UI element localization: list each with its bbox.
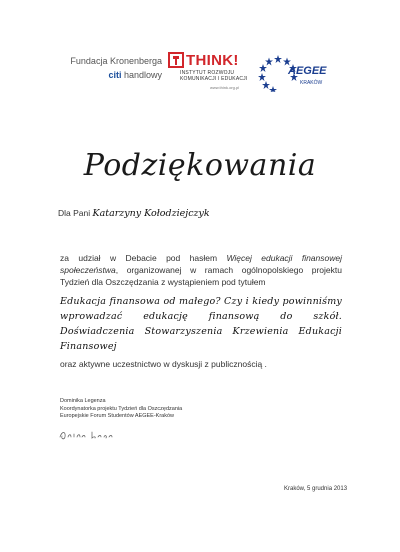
debate-slogan: Więcej edukacji finansowej społeczeństwa: [60, 253, 342, 275]
handlowy-word: handlowy: [121, 70, 162, 80]
kronenberg-logo: [62, 56, 162, 80]
signer-role: Koordynatorka projektu Tydzień dla Oszczędzania: [60, 405, 183, 412]
page-title: Podziękowania: [83, 148, 317, 183]
think-url: www.think.org.pl: [210, 85, 240, 90]
intro-text-1: za udział w Debacie pod hasłem: [60, 253, 227, 263]
think-logo: [168, 52, 252, 96]
recipient-name: Katarzyny Kołodziejczyk: [92, 208, 210, 219]
think-subtitle-2: KOMUNIKACJI I EDUKACJI: [180, 76, 248, 82]
think-mark-icon: [168, 52, 184, 68]
issue-date: Kraków, 5 grudnia 2013: [284, 486, 348, 492]
closing-text: oraz aktywne uczestnictwo w dyskusji z publicznością .: [60, 359, 267, 369]
kronenberg-name: Fundacja Kronenberga: [70, 56, 162, 66]
aegee-logo: [256, 52, 346, 96]
recipient-prefix: Dla Pani: [58, 208, 93, 218]
think-subtitle-1: INSTYTUT ROZWOJU: [180, 70, 235, 76]
signer-block: [60, 398, 182, 421]
think-wordmark: THINK!: [186, 52, 239, 69]
presentation-title: Edukacja finansowa od małego? Czy i kiedy powinniśmy wprowadzać edukację finansową do szkół. Doświadczenia Stowarzyszenia Krzewienia Edukacji Finansowej: [60, 296, 342, 352]
aegee-city: KRAKÓW: [300, 80, 323, 86]
handwritten-signature: [58, 428, 118, 442]
recipient-line: [58, 208, 210, 219]
citi-word: citi: [108, 70, 122, 80]
citi-handlowy: [62, 70, 162, 80]
signer-org: Europejskie Forum Studentów AEGEE-Kraków: [60, 413, 175, 419]
sponsor-logos: [56, 48, 356, 98]
aegee-wordmark: AEGEE: [288, 65, 327, 77]
certificate-body: [60, 252, 342, 370]
signer-name: Dominika Legenza: [60, 398, 106, 404]
intro-text-2: , organizowanej w ramach ogólnopolskiego projektu Tydzień dla Oszczędzania z wystąpieniem pod tytułem: [60, 265, 342, 287]
